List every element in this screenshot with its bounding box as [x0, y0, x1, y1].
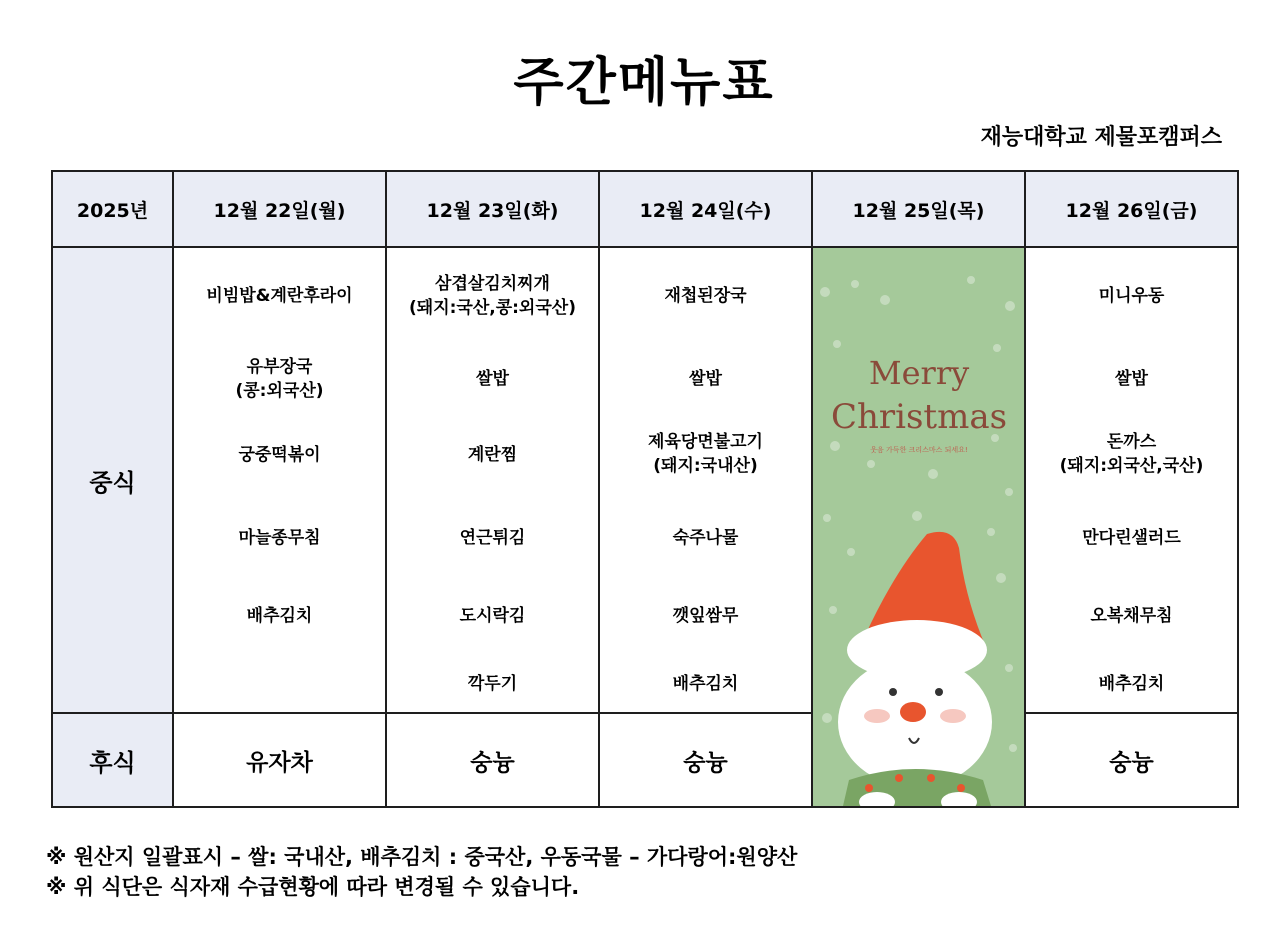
menu-item: 미니우동: [1098, 286, 1165, 306]
dessert-row: [52, 713, 1238, 807]
menu-item: 오복채무침: [1090, 606, 1173, 626]
day-header-tue: 12월 23일(화): [386, 171, 599, 247]
menu-item: 쌀밥: [1115, 369, 1148, 389]
christmas-text: Christmas: [830, 397, 1008, 437]
menu-item: (돼지:국내산): [653, 456, 758, 476]
campus-name: 재능대학교 제물포캠퍼스: [980, 125, 1222, 150]
christmas-card: [812, 247, 1025, 807]
menu-item: 도시락김: [459, 606, 526, 626]
menu-item: 삼겹살김치찌개: [435, 274, 550, 294]
lunch-label: 중식: [52, 247, 173, 713]
menu-item: 깻잎쌈무: [672, 606, 739, 626]
menu-item: 제육당면불고기: [648, 432, 763, 452]
right-cheek: [940, 709, 966, 723]
menu-item: 궁중떡볶이: [238, 445, 321, 465]
header-row: [52, 171, 1238, 247]
menu-item: 쌀밥: [476, 369, 509, 389]
menu-item: 재첩된장국: [664, 286, 747, 306]
footnotes: [46, 842, 797, 902]
left-eye: [889, 688, 897, 696]
menu-item: 계란찜: [467, 445, 518, 465]
dessert-mon: 유자차: [173, 713, 386, 807]
year-header: 2025년: [52, 171, 173, 247]
page-title: 주간메뉴표: [513, 53, 775, 113]
menu-item: 배추김치: [246, 606, 313, 626]
left-cheek: [864, 709, 890, 723]
merry-text: Merry: [868, 354, 970, 392]
dessert-label: 후식: [52, 713, 173, 807]
change-note: ※ 위 식단은 식자재 수급현황에 따라 변경될 수 있습니다.: [46, 875, 580, 899]
menu-item: 마늘종무침: [238, 528, 321, 548]
menu-item: 배추김치: [1098, 674, 1165, 694]
menu-item: 돈까스: [1106, 432, 1157, 452]
lunch-row: [52, 247, 1238, 713]
card-subtitle: 웃음 가득한 크리스마스 되세요!: [870, 446, 968, 454]
menu-item: 쌀밥: [689, 369, 722, 389]
dessert-fri: 숭늉: [1025, 713, 1238, 807]
menu-item: 만다린샐러드: [1082, 528, 1181, 548]
lunch-cell-wed: [599, 247, 812, 713]
dessert-wed: 숭늉: [599, 713, 812, 807]
menu-item: 배추김치: [672, 674, 739, 694]
right-eye: [935, 688, 943, 696]
menu-item: 비빔밥&계란후라이: [206, 286, 353, 306]
day-header-mon: 12월 22일(월): [173, 171, 386, 247]
menu-item: (돼지:국산,콩:외국산): [409, 298, 576, 318]
menu-item: (돼지:외국산,국산): [1059, 456, 1204, 476]
snowman-head: [838, 657, 992, 787]
menu-item: 연근튀김: [459, 528, 526, 548]
day-header-wed: 12월 24일(수): [599, 171, 812, 247]
lunch-cell-fri: [1025, 247, 1238, 713]
day-header-fri: 12월 26일(금): [1025, 171, 1238, 247]
dessert-tue: 숭늉: [386, 713, 599, 807]
lunch-cell-tue: [386, 247, 599, 713]
day-header-thu: 12월 25일(목): [812, 171, 1025, 247]
menu-item: 유부장국: [246, 357, 313, 377]
christmas-card-illustration: [813, 248, 1024, 806]
menu-item: 숙주나물: [672, 528, 739, 548]
nose: [900, 702, 926, 722]
menu-item: (콩:외국산): [235, 381, 324, 401]
menu-item: 깍두기: [467, 674, 518, 694]
lunch-cell-mon: [173, 247, 386, 713]
origin-note: ※ 원산지 일괄표시 – 쌀: 국내산, 배추김치 : 중국산, 우동국물 – 가다랑어:원양산: [46, 845, 798, 869]
menu-table: [51, 170, 1239, 808]
